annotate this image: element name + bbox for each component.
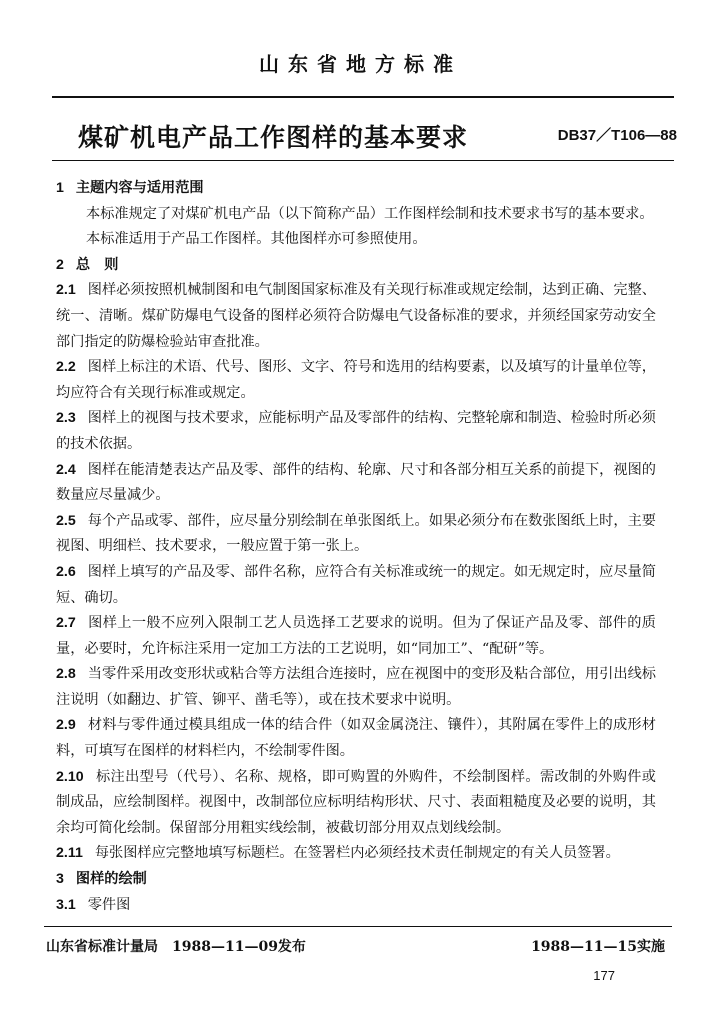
paragraph-text: 每个产品或零、部件，应尽量分别绘制在单张图纸上。如果必须分布在数张图纸上时，主要视图、明细栏、技术要求，一般应置于第一张上。 — [56, 512, 656, 555]
clause-paragraph — [56, 509, 656, 560]
paragraph-text: 图样上填写的产品及零、部件名称，应符合有关标准或统一的规定。如无规定时，应尽量简短、确切。 — [56, 563, 656, 606]
document-code: DB37／T106—88 — [557, 127, 677, 144]
clause-paragraph — [56, 765, 656, 842]
clause-paragraph — [56, 355, 656, 406]
clause-paragraph — [56, 713, 656, 764]
paragraph-text: 图样上的视图与技术要求，应能标明产品及零部件的结构、完整轮廓和制造、检验时所必须的技术依据。 — [56, 410, 656, 452]
section-heading — [56, 176, 656, 202]
title-rule — [52, 160, 674, 161]
paragraph-text: 图样在能清楚表达产品及零、部件的结构、轮廓、尺寸和各部分相互关系的前提下，视图的数量应尽量减少。 — [56, 461, 656, 504]
paragraph-text: 图样上一般不应列入限制工艺人员选择工艺要求的说明。但为了保证产品及零、部件的质量，必要时，允许标注采用一定加工方法的工艺说明，如“同加工”、“配研”等。 — [56, 615, 656, 657]
paragraph-text: 本标准适用于产品工作图样。其他图样亦可参照使用。 — [86, 231, 427, 248]
clause-paragraph — [56, 841, 656, 867]
clause-number: 3.1 — [56, 896, 76, 913]
clause-number: 1 — [56, 180, 64, 196]
page-number: 177 — [593, 968, 615, 983]
clause-paragraph — [56, 458, 656, 509]
header-rule — [52, 96, 674, 98]
section-heading — [56, 867, 656, 893]
paragraph-text: 本标准规定了对煤矿机电产品（以下简称产品）工作图样绘制和技术要求书写的基本要求。 — [86, 205, 654, 222]
paragraph-text: 图样的绘制 — [75, 871, 147, 888]
section-heading — [56, 253, 656, 279]
paragraph-text: 图样必须按照机械制图和电气制图国家标准及有关现行标准或规定绘制，达到正确、完整、统一、清晰。煤矿防爆电气设备的图样必须符合防爆电气设备标准的要求，并须经国家劳动安全部门指定的防爆检验站审查批准。 — [56, 282, 656, 350]
issue-info: 山东省标准计量局 1988—11—09发布 — [46, 939, 306, 955]
clause-number: 2.8 — [56, 666, 76, 683]
footer-rule — [44, 926, 672, 927]
paragraph-text: 零件图 — [87, 896, 131, 913]
clause-paragraph — [56, 893, 656, 919]
clause-number: 2.5 — [56, 512, 76, 529]
clause-number: 2.2 — [56, 359, 76, 376]
clause-number: 2.7 — [56, 615, 76, 632]
body-paragraph — [56, 202, 656, 228]
paragraph-text: 材料与零件通过模具组成一体的结合件（如双金属浇注、镶件），其附属在零件上的成形材料，可填写在图样的材料栏内，不绘制零件图。 — [56, 717, 656, 760]
clause-number: 2.11 — [56, 845, 83, 862]
paragraph-text: 图样上标注的术语、代号、图形、文字、符号和选用的结构要素，以及填写的计量单位等，均应符合有关现行标准或规定。 — [56, 359, 656, 401]
clause-number: 2.10 — [56, 768, 84, 785]
clause-number: 2 — [56, 256, 64, 273]
clause-number: 2.1 — [56, 282, 76, 299]
standard-category-title: 山东省地方标准 — [259, 52, 462, 76]
clause-paragraph — [56, 406, 656, 457]
body-paragraph — [56, 227, 656, 253]
paragraph-text: 当零件采用改变形状或粘合等方法组合连接时，应在视图中的变形及粘合部位，用引出线标注说明（如翻边、扩管、铆平、凿毛等），或在技术要求中说明。 — [56, 666, 656, 708]
clause-number: 3 — [56, 871, 64, 888]
clause-number: 2.9 — [56, 717, 76, 734]
paragraph-text: 总 则 — [75, 256, 119, 273]
clause-paragraph — [56, 611, 656, 662]
paragraph-text: 标注出型号（代号）、名称、规格，即可购置的外购件，不绘制图样。需改制的外购件或制成品，应绘制图样。视图中，改制部位应标明结构形状、尺寸、表面粗糙度及必要的说明，其余均可简化绘制。保留部分用粗实线绘制，被截切部分用双点划线绘制。 — [56, 768, 656, 836]
clause-paragraph — [56, 278, 656, 355]
clause-number: 2.6 — [56, 563, 76, 580]
clause-paragraph — [56, 662, 656, 713]
clause-paragraph — [56, 560, 656, 611]
document-title: 煤矿机电产品工作图样的基本要求 — [78, 123, 469, 152]
clause-number: 2.3 — [56, 410, 76, 427]
effective-date: 1988—11—15实施 — [531, 939, 665, 955]
document-body — [56, 176, 656, 918]
paragraph-text: 主题内容与适用范围 — [75, 180, 204, 196]
paragraph-text: 每张图样应完整地填写标题栏。在签署栏内必须经技术责任制规定的有关人员签署。 — [94, 845, 620, 862]
clause-number: 2.4 — [56, 461, 76, 478]
